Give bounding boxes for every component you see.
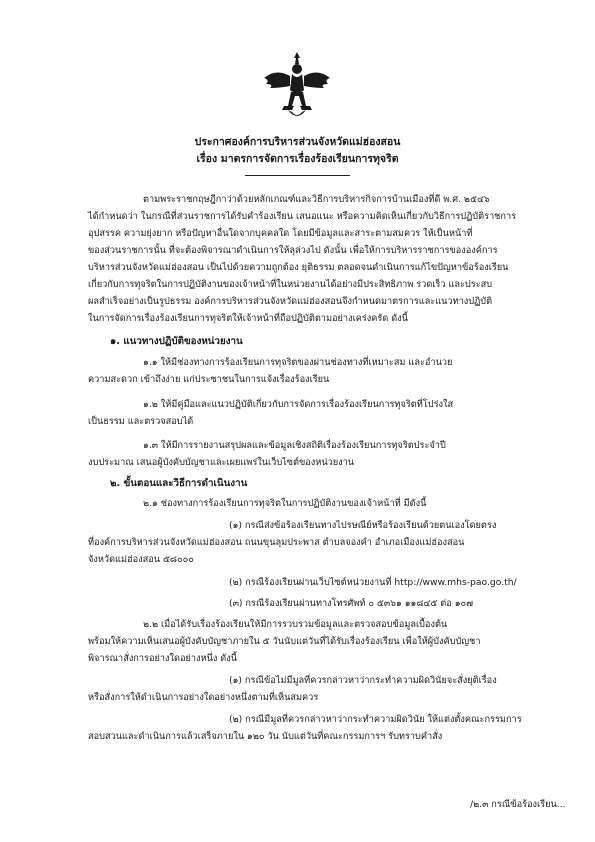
garuda-emblem-icon <box>262 50 332 122</box>
section-2-item: หรือสั่งการให้ดำเนินการอย่างใดอย่างหนึ่งตามที่เห็นสมควร <box>88 692 319 703</box>
section-1-item: เป็นธรรม และตรวจสอบได้ <box>88 416 194 427</box>
section-2-item: (๒) กรณีร้องเรียนผ่านเว็บไซต์หน่วยงานที่ http://www.mhs-pao.go.th/ <box>229 577 517 588</box>
section-1-item: ๑.๓ ให้มีการรายงานสรุปผลและข้อมูลเชิงสถิติเรื่องร้องเรียนการทุจริตประจำปี <box>143 440 446 451</box>
title-divider <box>245 175 350 176</box>
section-2-item: (๑) กรณีข้อไม่มีมูลที่ควรกล่าวหาว่ากระทำความผิดวินัยจะสั่งยุติเรื่อง <box>229 675 497 686</box>
section-1-heading: ๑. แนวทางปฏิบัติของหน่วยงาน <box>110 336 243 347</box>
section-1-item: งบประมาณ เสนอผู้บังคับบัญชาและเผยแพร่ในเว็บไซต์ของหน่วยงาน <box>88 457 355 468</box>
section-2-item: ที่องค์การบริหารส่วนจังหวัดแม่ฮ่องสอน ถนนขุนลุมประพาส ตำบลจองคำ อำเภอเมืองแม่ฮ่องสอน <box>88 537 465 548</box>
section-1-item: ความสะดวก เข้าถึงง่าย แก่ประชาชนในการแจ้งเรื่องร้องเรียน <box>88 374 330 385</box>
intro-line: ตามพระราชกฤษฎีกาว่าด้วยหลักเกณฑ์และวิธีการบริหารกิจการบ้านเมืองที่ดี พ.ศ. ๒๕๔๖ <box>143 194 490 205</box>
announcement-subject: เรื่อง มาตรการจัดการเรื่องร้องเรียนการทุจริต <box>196 153 399 165</box>
section-2-item: จังหวัดแม่ฮ่องสอน ๕๘๐๐๐ <box>88 554 194 565</box>
section-2-item: สอบสวนและดำเนินการแล้วเสร็จภายใน ๑๒๐ วัน นับแต่วันที่คณะกรรมการฯ รับทราบคำสั่ง <box>88 731 443 742</box>
section-1-item: ๑.๒ ให้มีคู่มือและแนวปฏิบัติเกี่ยวกับการจัดการเรื่องร้องเรียนการทุจริตที่โปร่งใส <box>143 399 454 410</box>
section-2-item: (๒) กรณีมีมูลที่ควรกล่าวหาว่ากระทำความผิดวินัย ให้แต่งตั้งคณะกรรมการ <box>229 714 522 725</box>
intro-line: อุปสรรค ความยุ่งยาก หรือปัญหาอื่นใดจากบุคคลใด โดยมีข้อมูลและสาระตามสมควร ให้เป็นหน้าที่ <box>88 228 473 239</box>
section-2-item: พร้อมให้ความเห็นเสนอผู้บังคับบัญชาภายใน ๕ วันนับแต่วันที่ได้รับเรื่องร้องเรียน เพื่อให้ผู้บังคับบัญชา <box>88 636 481 647</box>
intro-line: เกี่ยวกับการทุจริตในการปฏิบัติงานของเจ้าหน้าที่ในหน่วยงานได้อย่างมีประสิทธิภาพ รวดเร็ว และประสบ <box>88 279 493 290</box>
section-2-item: (๑) กรณีส่งข้อร้องเรียนทางไปรษณีย์หรือร้องเรียนด้วยตนเองโดยตรง <box>229 520 497 531</box>
intro-line: ของส่วนราชการนั้น ที่จะต้องพิจารณาดำเนินการให้ลุล่วงไป ดังนั้น เพื่อให้การบริหารราชการขององค์การ <box>88 245 498 256</box>
section-1-item: ๑.๑ ให้มีช่องทางการร้องเรียนการทุจริตของผ่านช่องทางที่เหมาะสม และอำนวย <box>143 357 453 368</box>
intro-line: ในการจัดการเรื่องร้องเรียนการทุจริตให้เจ้าหน้าที่ถือปฏิบัติตามอย่างเคร่งครัด ดังนี้ <box>88 313 408 324</box>
page-continuation: /๒.๓ กรณีข้อร้องเรียน... <box>470 799 566 810</box>
section-2-item: (๓) กรณีร้องเรียนผ่านทางโทรศัพท์ ๐ ๕๓๖๑ ๑๑๘๔๕ ต่อ ๑๐๗ <box>229 598 474 609</box>
announcement-title: ประกาศองค์การบริหารส่วนจังหวัดแม่ฮ่องสอน <box>194 136 401 148</box>
section-2-item: ๒.๒ เมื่อได้รับเรื่องร้องเรียนให้มีการรวบรวมข้อมูลและตรวจสอบข้อมูลเบื้องต้น <box>143 619 448 630</box>
intro-line: ได้กำหนดว่า ในกรณีที่ส่วนราชการได้รับคำร้องเรียน เสนอแนะ หรือความคิดเห็นเกี่ยวกับวิธีการปฏิบัติราชการ <box>88 211 517 222</box>
section-2-item: ๒.๑ ช่องทางการร้องเรียนการทุจริตในการปฏิบัติงานของเจ้าหน้าที่ มีดังนี้ <box>143 498 427 509</box>
section-2-heading: ๒. ขั้นตอนและวิธีการดำเนินงาน <box>110 478 248 489</box>
intro-line: บริหารส่วนจังหวัดแม่ฮ่องสอน เป็นไปด้วยความถูกต้อง ยุติธรรม ตลอดจนดำเนินการแก้ไขปัญหาข้อร้องเรียน <box>88 262 509 273</box>
intro-line: ผลสำเร็จอย่างเป็นรูปธรรม องค์การบริหารส่วนจังหวัดแม่ฮ่องสอนจึงกำหนดมาตรการและแนวทางปฏิบัติ <box>88 296 493 307</box>
section-2-item: พิจารณาสั่งการอย่างใดอย่างหนึ่ง ดังนี้ <box>88 653 237 664</box>
